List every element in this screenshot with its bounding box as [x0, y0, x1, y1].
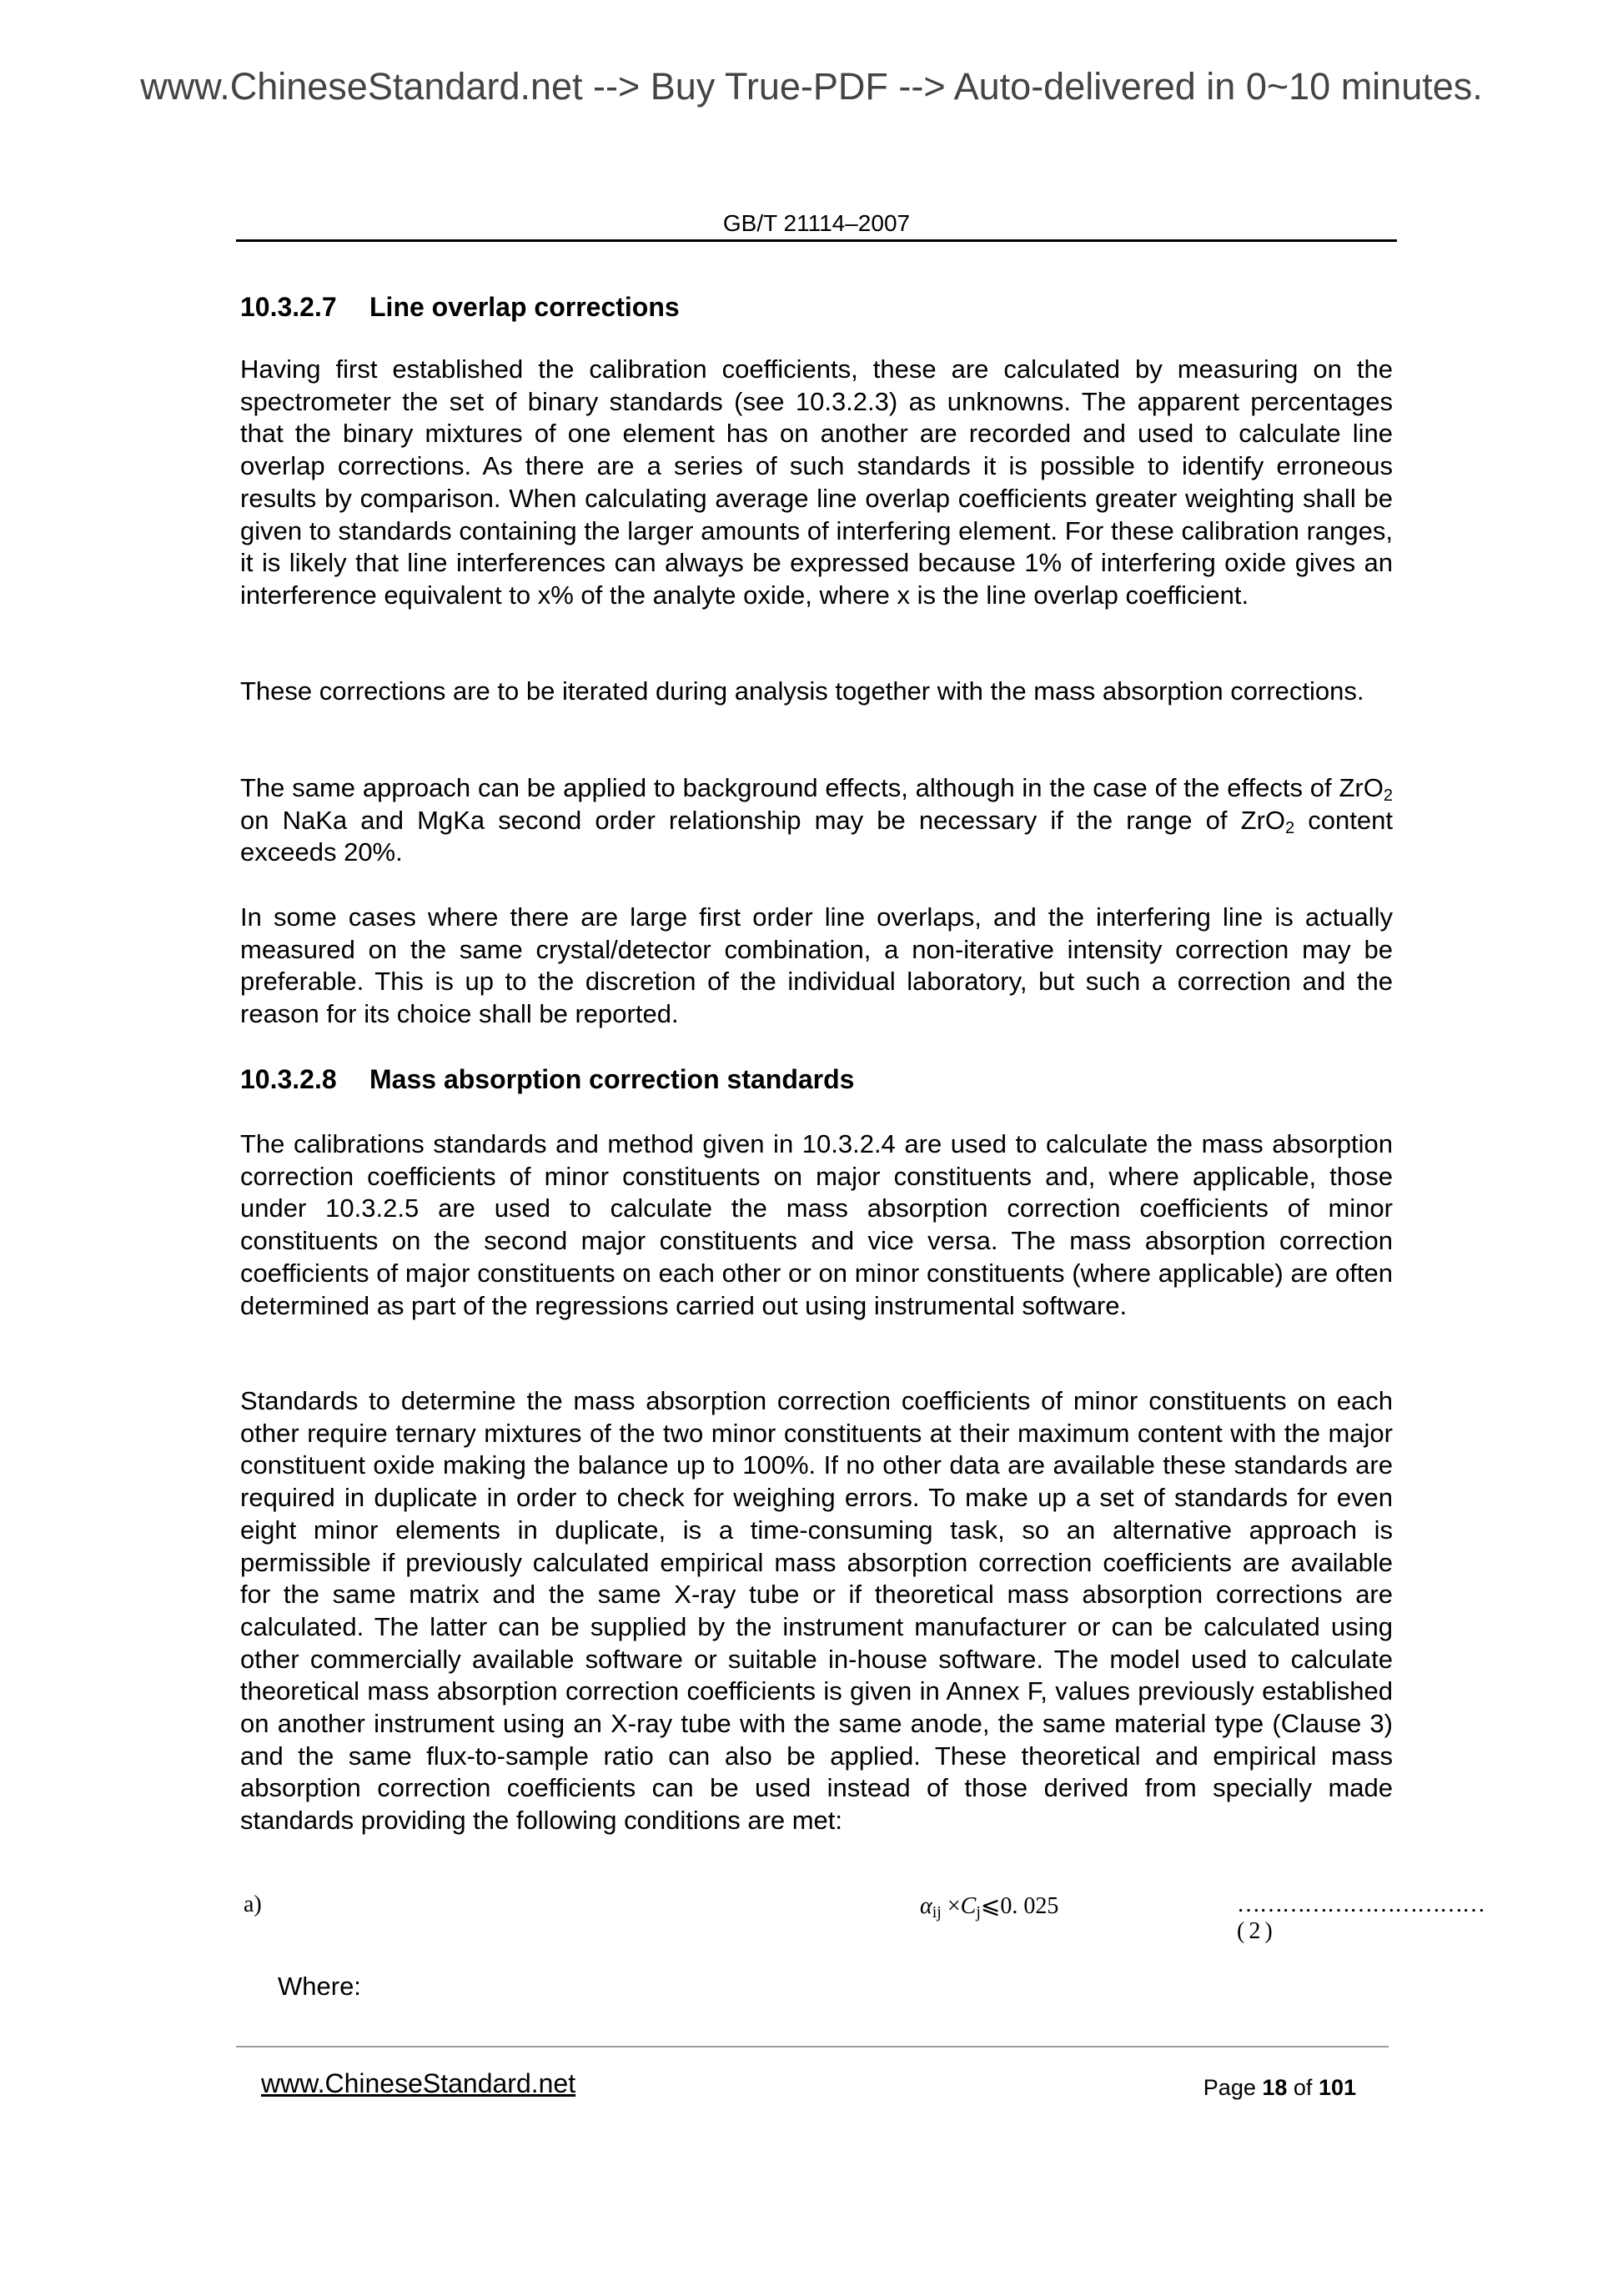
footer-website-link[interactable]: www.ChineseStandard.net — [261, 2068, 576, 2098]
document-id-header: GB/T 21114–2007 — [722, 210, 911, 236]
footer-rule — [236, 2046, 1389, 2047]
formula-expression: $\alpha_{ij}$ $\times C_j⩽0$. 025 — [920, 1893, 1059, 1922]
where-label: Where: — [278, 1972, 361, 2001]
paragraph: In some cases where there are large first order line overlaps, and the interfering line is actually measured on the same crystal/detector combination, a non-iterative intensity correction may be preferable. This is up to the discretion of the individual laboratory, but such a correction and the reason for its choice shall be reported. — [240, 902, 1393, 1029]
paragraph: The calibrations standards and method given in 10.3.2.4 are used to calculate the mass absorption correction coefficients of minor constituents on major constituents and, where applicable, those under 10.3.2.5 are used to calculate the mass absorption correction coefficients of minor constituents on the second major constituents and vice versa. The mass absorption correction coefficients of major constituents on each other or on minor constituents (where applicable) are often determined as part of the regressions carried out using instrumental software. — [240, 1129, 1393, 1320]
section-number: 10.3.2.8 — [240, 1064, 337, 1094]
section-number: 10.3.2.7 — [240, 292, 337, 322]
header-rule — [236, 239, 1397, 242]
formula-label: a) — [244, 1892, 262, 1917]
paragraph: Standards to determine the mass absorption correction coefficients of minor constituents on each other require ternary mixtures of the two minor constituents at their maximum content with the major constituent oxide making the balance up to 100%. If no other data are available these standards are required in duplicate in order to check for weighing errors. To make up a set of standards for even eight minor elements in duplicate, is a time-consuming task, so an alternative approach is permissible if previously calculated empirical mass absorption correction coefficients are available for the same matrix and the same X-ray tube or if theoretical mass absorption corrections are calculated. The latter can be supplied by the instrument manufacturer or can be calculated using other commercially available software or suitable in-house software. The model used to calculate theoretical mass absorption correction coefficients is given in Annex F, values previously established on another instrument using an X-ray tube with the same anode, the same material type (Clause 3) and the same flux-to-sample ratio can also be applied. These theoretical and empirical mass absorption correction coefficients can be used instead of those derived from specially made standards providing the following conditions are met: — [240, 1386, 1393, 1836]
section-heading-10-3-2-8 — [240, 1064, 854, 1095]
section-heading-10-3-2-7 — [240, 292, 680, 323]
banner-text[interactable]: www.ChineseStandard.net --> Buy True-PDF --> Auto-delivered in 0~10 minutes. — [140, 65, 1483, 108]
section-title: Mass absorption correction standards — [369, 1064, 855, 1094]
paragraph: Having first established the calibration coefficients, these are calculated by measuring on the spectrometer the set of binary standards (see 10.3.2.3) as unknowns. The apparent percentages that the binary mixtures of one element has on another are recorded and used to calculate line overlap corrections. As there are a series of such standards it is possible to identify erroneous results by comparison. When calculating average line overlap coefficients greater weighting shall be given to standards containing the larger amounts of interfering element. For these calibration ranges, it is likely that line interferences can always be expressed because 1% of interfering oxide gives an interference equivalent to x% of the analyte oxide, where x is the line overlap coefficient. — [240, 354, 1393, 610]
section-title: Line overlap corrections — [369, 292, 680, 322]
formula-number: ……………………………( 2 ) — [1237, 1892, 1485, 1944]
page-number: Page 18 of 101 — [1203, 2075, 1356, 2100]
paragraph: The same approach can be applied to background effects, although in the case of the effects of ZrO$_2$ on NaKa and MgKa second order relationship may be necessary if the range of ZrO$_2$ content exceeds 20%. — [240, 773, 1393, 867]
paragraph: These corrections are to be iterated during analysis together with the mass absorption corrections. — [240, 676, 1364, 706]
